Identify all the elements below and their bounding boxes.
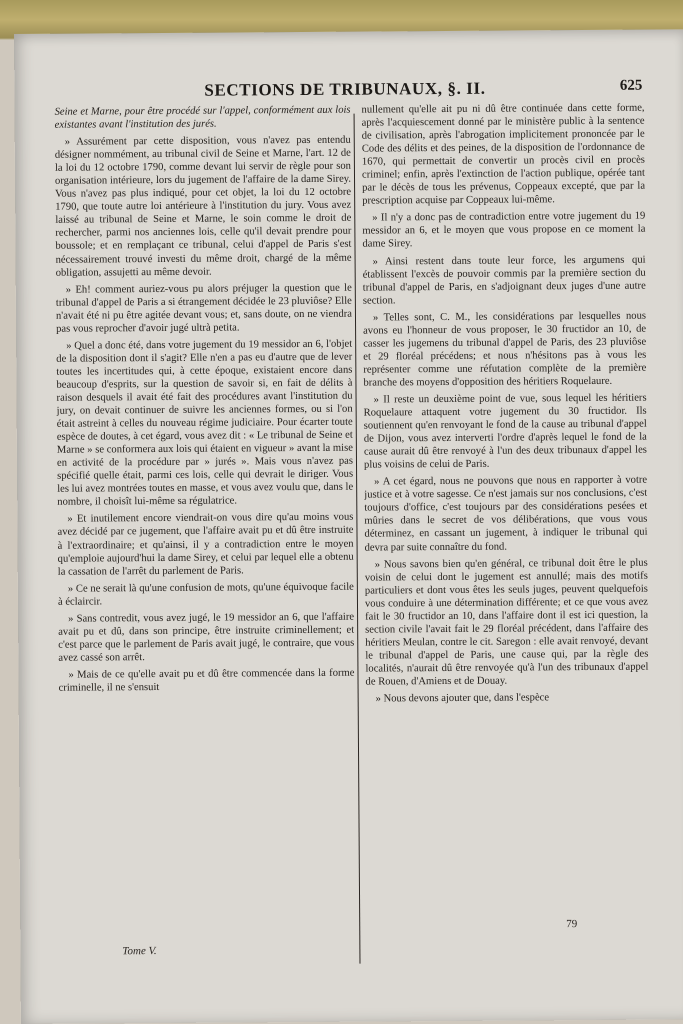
paragraph: » Il n'y a donc pas de contradiction entre votre jugement du 19 messidor an 6, et le moyen que vous propose en ce moment la dame Sirey. [362,210,646,251]
paragraph: » Assurément par cette disposition, vous n'avez pas entendu désigner nommément, au tribunal civil de Seine et Marne, l'art. 12 de la loi du 12 octobre 1790, comme devant lui servir de règle pour son organisation intérieure, lors du jugement de l'affaire de la dame Sirey. Vous n'avez pas plus indiqué, pour cet objet, la loi du 12 octobre 1790, que toute autre loi antérieure à l'institution du jury. Vous avez laissé au tribunal de Seine et Marne, le soin comme le droit de rechercher, parmi nos anciennes lois, celle qu'il devait prendre pour boussole; et en remplaçant ce tribunal, celui d'appel de Paris s'est nécessairement trouvé investi du même droit, chargé de la même obligation, assujetti au même devoir. [54,134,352,279]
paragraph: » Nous devons ajouter que, dans l'espèce [375,692,550,705]
book-page [14,29,683,1024]
paragraph: » A cet égard, nous ne pouvons que nous en rapporter à votre justice et à votre sagesse. Ce n'est jamais sur nos conclusions, c'est toujours d'office, c'est toujours par des considérations pesées et mûries dans le secret de vos délibérations, que vous vous déterminez, en cassant un jugement, à indiquer le tribunal qui devra par suite connaître du fond. [364,474,648,554]
paragraph: » Eh! comment auriez-vous pu alors préjuger la question que le tribunal d'appel de Paris a si étrangement décidée le 23 pluviôse? Elle n'avait été ni pu être agitée devant vous; et, sans doute, on ne viendra pas vous reprocher d'avoir jugé ultrà petita. [55,282,353,335]
paragraph: » Ainsi restent dans toute leur force, les argumens qui établissent l'excès de pouvoir commis par la première section du tribunal d'appel de Paris, en s'adjoignant deux juges d'une autre section. [362,254,646,307]
volume-signature: Tome V. [122,945,157,958]
left-column [55,104,357,966]
running-head [204,78,644,105]
paragraph: » Sans contredit, vous avez jugé, le 19 messidor an 6, que l'affaire avait pu et dû, dans son principe, être instruite criminellement; et c'est parce que le parlement de Paris avait jugé, le contraire, que vous avez cassé son arrêt. [58,611,355,664]
paragraph: » Ce ne serait là qu'une confusion de mots, qu'une équivoque facile à éclaircir. [57,581,354,608]
paragraph: » Il reste un deuxième point de vue, sous lequel les héritiers Roquelaure attaquent votre jugement du 30 fructidor. Ils soutiennent qu'en renvoyant le fond de la cause au tribunal d'appel de Dijon, vous avez interverti l'ordre d'après lequel le fond de la cause aurait dû être renvoyé à l'un des deux tribunaux d'appel les plus voisins de celui de Paris. [363,392,647,471]
paragraph: » Et inutilement encore viendrait-on vous dire qu'au moins vous avez décidé par ce jugement, que l'affaire avait pu et dû être instruite à l'extraordinaire; et qu'ainsi, il y a contradiction entre le moyen qu'emploie aujourd'hui la dame Sirey, et celui par lequel elle a obtenu la cassation de l'arrêt du parlement de Paris. [57,512,354,578]
page-number: 625 [619,77,643,94]
paragraph: nullement qu'elle ait pu ni dû être continuée dans cette forme, après l'acquiescement donné par le ministère public à la sentence de civilisation, après l'abrogation implicitement prononcée par le Code des délits et des peines, de la disposition de l'ordonnance de 1670, qui permettait de convertir un procès civil en procès criminel; enfin, après l'extinction de l'action publique, opérée tant par le décès de tous les prévenus, Coppeaux excepté, que par la prescription acquise par Coppeaux lui-même. [361,102,646,207]
paragraph: » Quel a donc été, dans votre jugement du 19 messidor an 6, l'objet de la disposition dont il s'agit? Elle n'en a pas eu d'autre que de lever toutes les incertitudes qui, à cette époque, existaient encore dans beaucoup d'esprits, sur la question de savoir si, en fait de délits à raison desquels il avait été fait des procédures avant l'institution du jury, on devait continuer de suivre les anciennes formes, ou si l'on était astreint à celles du nouveau régime judiciaire. Pour écarter toute espèce de doutes, à cet égard, vous avez dit : « Le tribunal de Seine et Marne » se conformera aux lois qui étaient en vigueur » avant la mise en activité de la procédure par » jurés ». Mais vous n'avez pas spécifié quelle était, parmi ces lois, celle qui devrait le diriger. Vous les lui avez montrées toutes en masse, et vous avez voulu que, dans le nombre, il choisît lui-même sa régulatrice. [56,338,354,509]
paragraph: » Mais de ce qu'elle avait pu et dû être commencée dans la forme criminelle, il ne s'ensuit [58,667,355,694]
paragraph: » Nous savons bien qu'en général, ce tribunal doit être le plus voisin de celui dont le jugement est annullé; mais des motifs particuliers et dont vous êtes les seuls juges, peuvent quelquefois vous conduire à une détermination différente; et ce que vous avez fait le 30 fructidor an 10, dans l'affaire dont il est ici question, la section civile l'avait fait le 29 floréal précédent, dans l'affaire des héritiers Meulan, contre le cit. Saregon : elle avait renvoyé, devant le tribunal d'appel de Paris, une cause qui, par la règle des localités, n'aurait dû être renvoyée qu'à l'un des tribunaux d'appel de Rouen, d'Amiens et de Douay. [364,557,649,688]
page-title: SECTIONS DE TRIBUNAUX, §. II. [204,78,486,100]
paragraph: » Telles sont, C. M., les considérations par lesquelles nous avons eu l'honneur de vous proposer, le 30 fructidor an 10, de casser les jugemens du tribunal d'appel de Paris, des 23 pluviôse et 29 floréal précédens; et nous n'hésitons pas à vous les représenter comme une réfutation complète de la première branche des moyens d'opposition des héritiers Roquelaure. [363,310,647,389]
paragraph: Seine et Marne, pour être procédé sur l'appel, conformément aux lois existantes avant l'institution des jurés. [54,104,351,131]
sheet-number: 79 [566,918,578,931]
right-column [361,102,650,964]
